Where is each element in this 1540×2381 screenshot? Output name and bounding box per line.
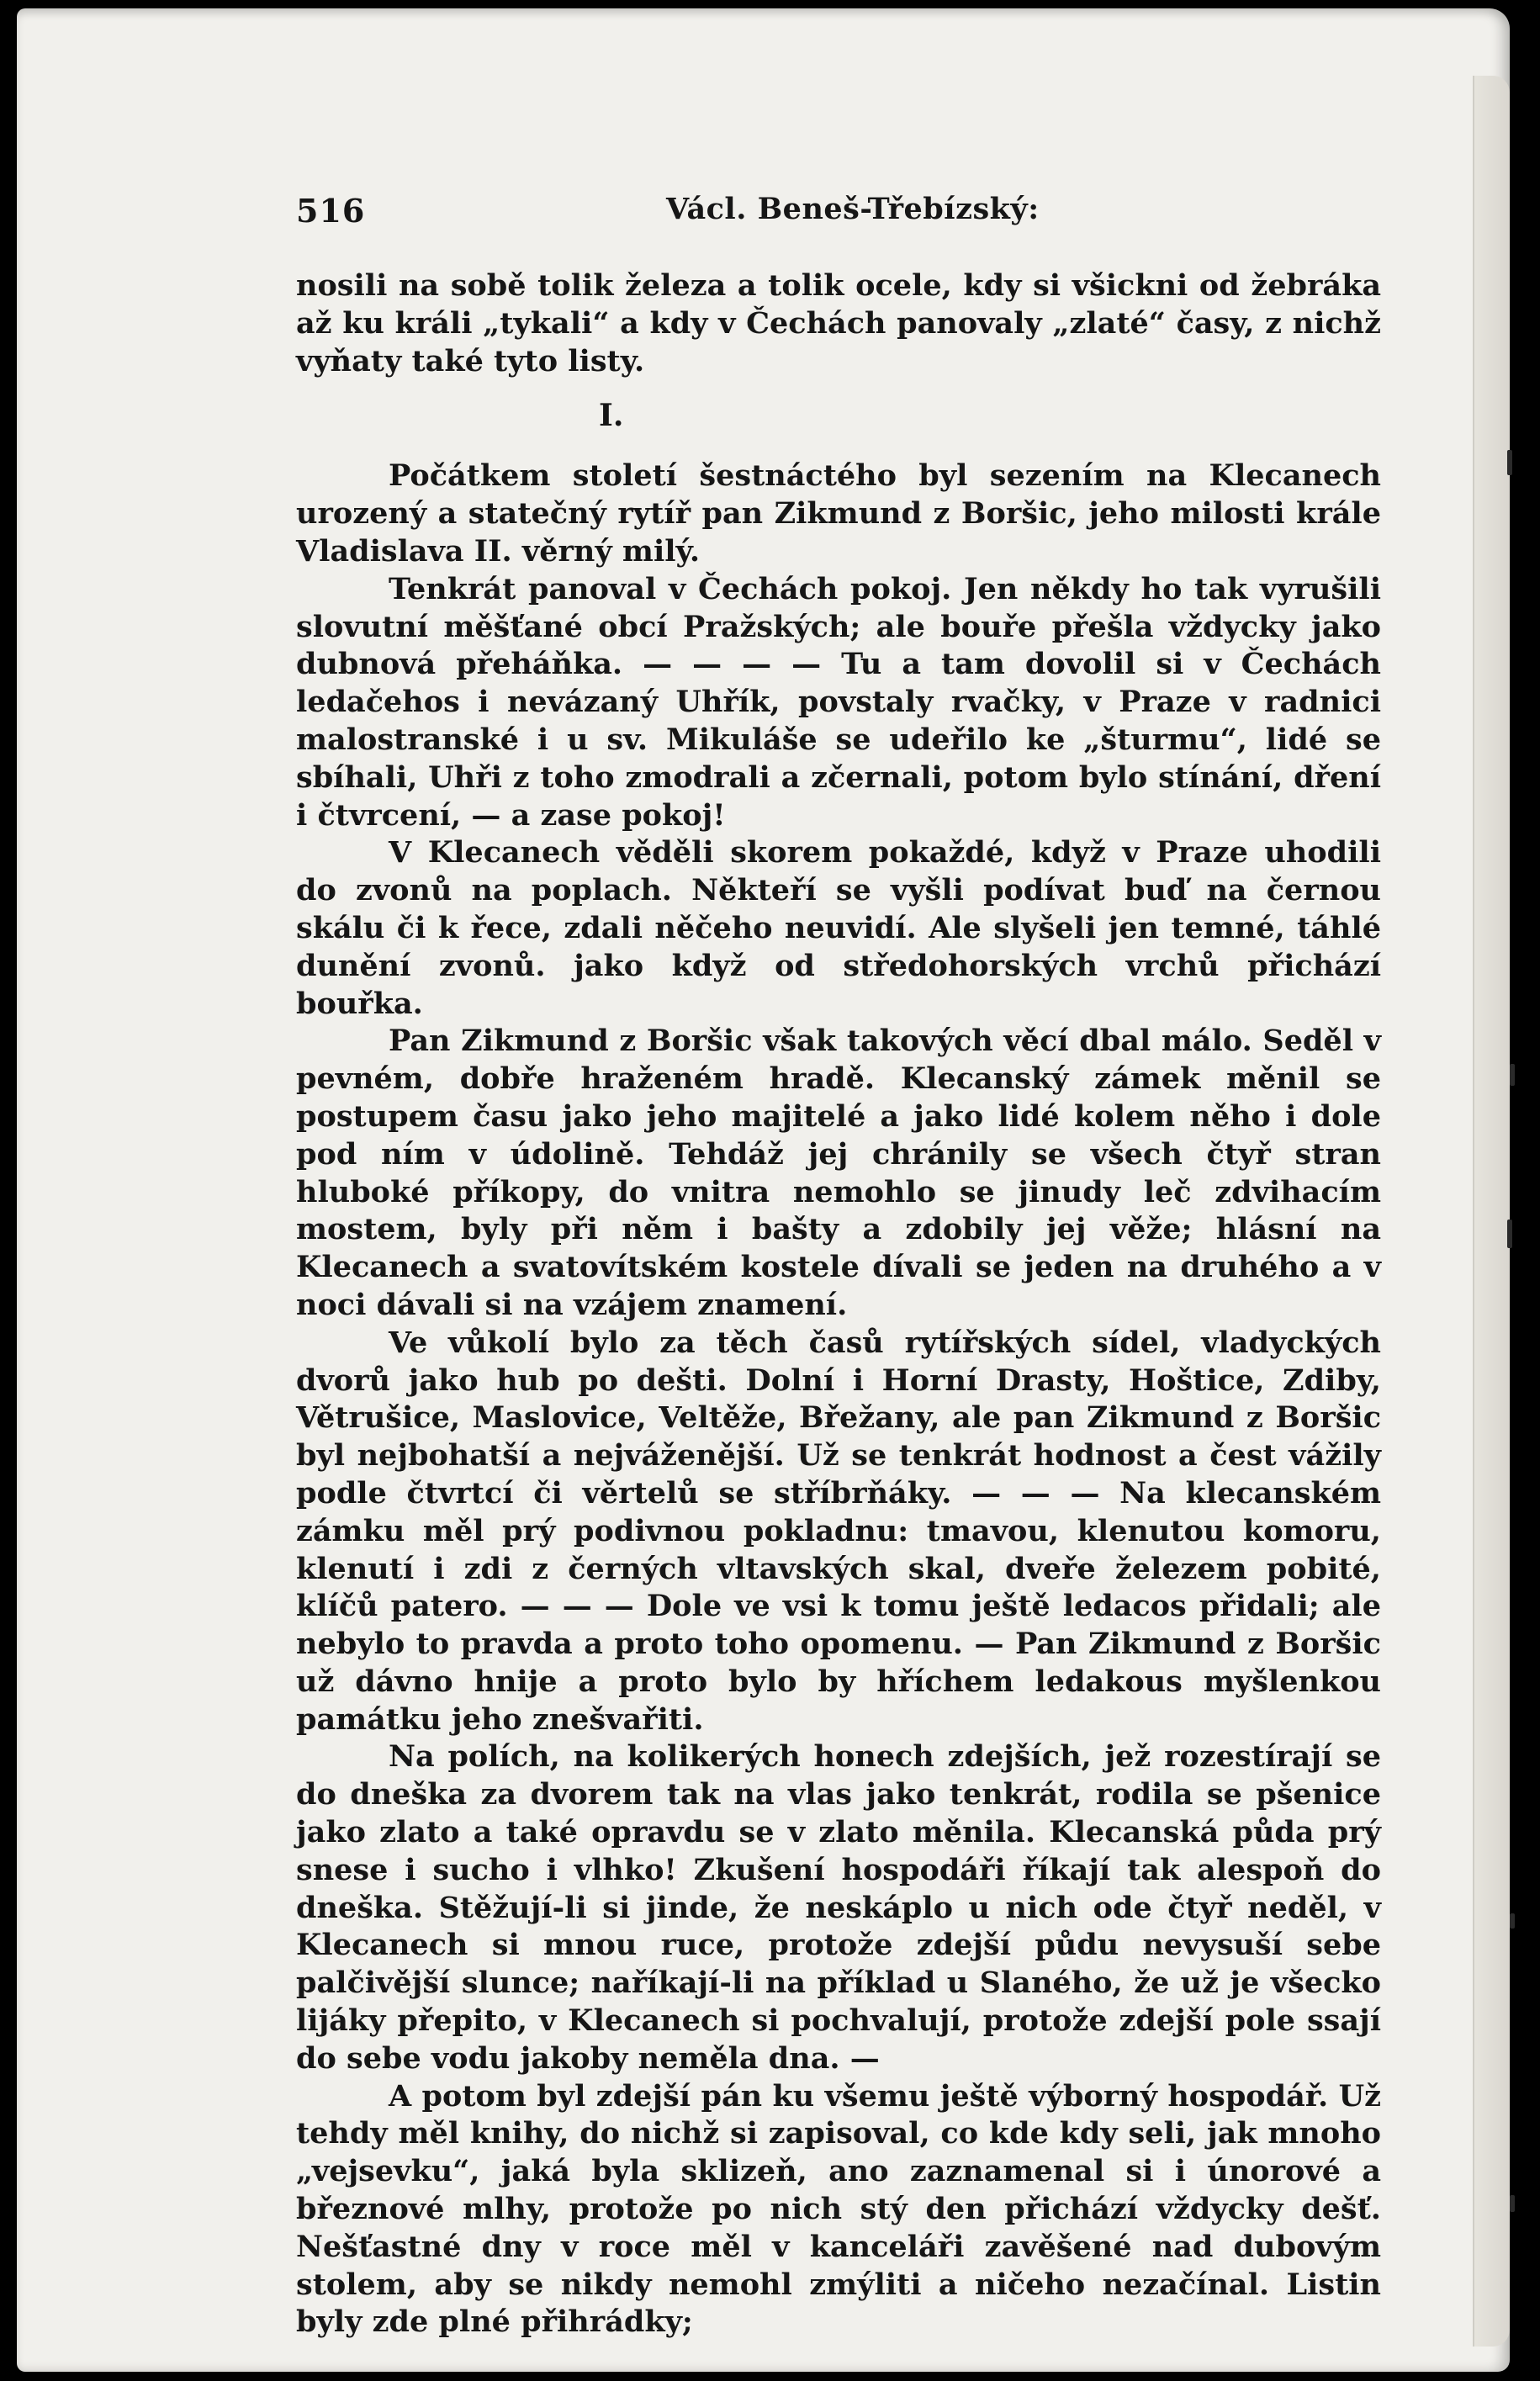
margin-mark bbox=[1507, 450, 1512, 475]
paragraph: Tenkrát panoval v Čechách pokoj. Jen někdy ho tak vyrušili slovutní měšťané obcí Pražských; ale bouře přešla vždycky jako dubnová přeháňka. — — — — Tu a tam dovolil si v Čechách ledačehos i nevázaný Uhřík, povstaly rvačky, v Praze v radnici malostranské i u sv. Mikuláše se udeřilo ke „šturmu“, lidé se sbíhali, Uhři z toho zmodrali a zčernali, potom bylo stínání, dření i čtvrcení, — a zase pokoj! bbox=[296, 571, 1381, 833]
paragraph: Ve vůkolí bylo za těch časů rytířských sídel, vladyckých dvorů jako hub po dešti. Dolní i Horní Drasty, Hoštice, Zdiby, Větrušice, Maslovice, Veltěže, Břežany, ale pan Zikmund z Boršic byl nejbohatší a nejváženější. Už se tenkrát hodnost a čest vážily podle čtvrtcí či věrtelů se stříbrňáky. — — — Na klecanském zámku měl prý podivnou pokladnu: tmavou, klenutou komoru, klenutí i zdi z černých vltavských skal, dveře železem pobité, klíčů patero. — — — Dole ve vsi k tomu ještě ledacos přidali; ale nebylo to pravda a proto toho opomenu. — Pan Zikmund z Boršic už dávno hnije a proto bylo by hříchem ledakous myšlenkou památku jeho znešvařiti. bbox=[296, 1325, 1381, 1737]
paragraph: Pan Zikmund z Boršic však takových věcí dbal málo. Seděl v pevném, dobře hraženém hradě. Klecanský zámek měnil se postupem času jako jeho majitelé a jako lidé kolem něho i dole pod ním v údolině. Tehdáž jej chránily se všech čtyř stran hluboké příkopy, do vnitra nemohlo se jinudy leč zdvihacím mostem, byly při něm i bašty a zdobily jej věže; hlásní na Klecanech a svatovítském kostele dívali se jeden na druhého a v noci dávali si na vzájem znamení. bbox=[296, 1024, 1381, 1322]
section-numeral: I. bbox=[599, 398, 624, 434]
page-edge bbox=[1473, 76, 1510, 2347]
margin-mark bbox=[1510, 1913, 1515, 1929]
intro-paragraph: nosili na sobě tolik železa a tolik ocele, kdy si všickni od žebráka až ku králi „tykali“ a kdy v Čechách panovaly „zlaté“ časy, z nichž vyňaty také tyto listy. bbox=[296, 268, 1381, 378]
body-text bbox=[296, 267, 1381, 2341]
paragraph: V Klecanech věděli skorem pokaždé, když v Praze uhodili do zvonů na poplach. Někteří se vyšli podívat buď na černou skálu či k řece, zdali něčeho neuvidí. Ale slyšeli jen temné, táhlé dunění zvonů. jako když od středohorských vrchů přichází bouřka. bbox=[296, 835, 1381, 1021]
margin-mark bbox=[1507, 1220, 1512, 1248]
paragraph: A potom byl zdejší pán ku všemu ještě výborný hospodář. Už tehdy měl knihy, do nichž si zapisoval, co kde kdy seli, jak mnoho „vejsevku“, jaká byla sklizeň, ano zaznamenal si i únorové a březnové mlhy, protože po nich stý den přichází vždycky dešť. Nešťastné dny v roce měl v kanceláři zavěšené nad dubovým stolem, aby se nikdy nemohl zmýliti a ničeho nezačínal. Listin byly zde plné přihrádky; bbox=[296, 2078, 1381, 2340]
chapter-gap bbox=[296, 380, 1381, 397]
running-head: Václ. Beneš-Třebízský: bbox=[666, 192, 1040, 226]
page-header bbox=[296, 192, 1381, 234]
paragraph: Na polích, na kolikerých honech zdejších, jež rozestírají se do dneška za dvorem tak na vlas jako tenkrát, rodila se pšenice jako zlato a také opravdu se v zlato měnila. Klecanská půda prý snese i sucho i vlhko! Zkušení hospodáři říkají tak alespoň do dneška. Stěžují-li si jinde, že neskáplo u nich ode čtyř neděl, v Klecanech si mnou ruce, protože zdejší půdu nevysuší sebe palčivější slunce; naříkají-li na příklad u Slaného, že už je všecko lijáky přepito, v Klecanech si pochvalují, protože zdejší pole ssají do sebe vodu jakoby neměla dna. — bbox=[296, 1739, 1381, 2076]
paragraph: Počátkem století šestnáctého byl sezením na Klecanech urozený a statečný rytíř pan Zikmund z Boršic, jeho milosti krále Vladislava II. věrný milý. bbox=[296, 458, 1381, 569]
margin-mark bbox=[1510, 1064, 1515, 1086]
margin-mark bbox=[1510, 2195, 1515, 2212]
page-number: 516 bbox=[296, 192, 366, 230]
